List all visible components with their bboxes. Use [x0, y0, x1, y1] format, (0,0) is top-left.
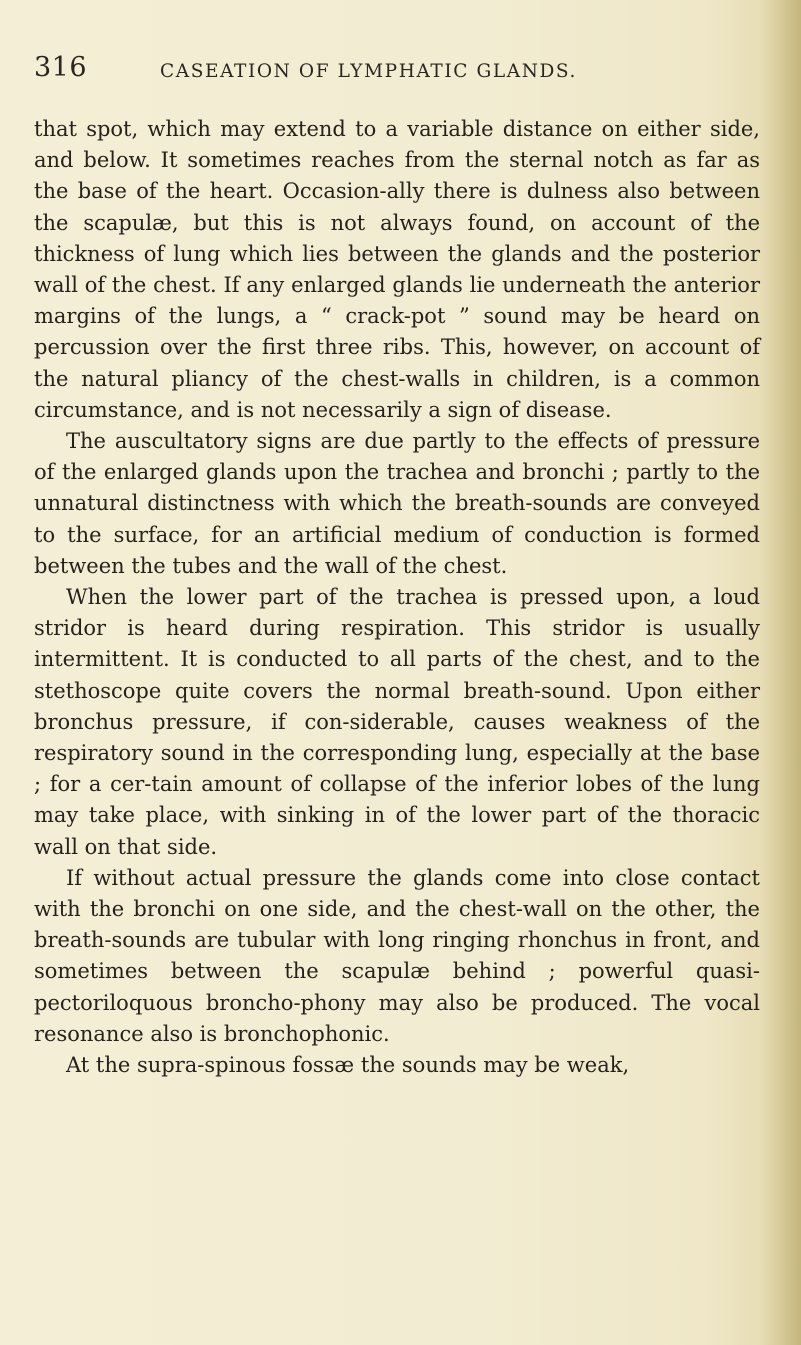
running-title: CASEATION OF LYMPHATIC GLANDS. [160, 61, 578, 82]
body-text [34, 114, 760, 1081]
running-head [0, 52, 801, 92]
page-edge-shadow [761, 0, 801, 1345]
paragraph: When the lower part of the trachea is pressed upon, a loud stridor is heard during respiration. This stridor is usually intermittent. It is conducted to all parts of the chest, and to the stethoscope quite covers the normal breath-sound. Upon either bronchus pressure, if con-siderable, causes weakness of the respiratory sound in the corresponding lung, especially at the base ; for a cer-tain amount of collapse of the inferior lobes of the lung may take place, with sinking in of the lower part of the thoracic wall on that side. [34, 585, 760, 859]
paragraph: that spot, which may extend to a variable distance on either side, and below. It sometimes reaches from the sternal notch as far as the base of the heart. Occasion-ally there is dulness also between the scapulæ, but this is not always found, on account of the thickness of lung which lies between the glands and the posterior wall of the chest. If any enlarged glands lie underneath the anterior margins of the lungs, a “ crack-pot ” sound may be heard on percussion over the first three ribs. This, however, on account of the natural pliancy of the chest-walls in children, is a common circumstance, and is not necessarily a sign of disease. [34, 117, 760, 422]
page-number: 316 [34, 52, 88, 83]
paragraph: At the supra-spinous fossæ the sounds may be weak, [66, 1053, 630, 1078]
paragraph: The auscultatory signs are due partly to the effects of pressure of the enlarged glands upon the trachea and bronchi ; partly to the unnatural distinctness with which the breath-sounds are conveyed to the surface, for an artificial medium of conduction is formed between the tubes and the wall of the chest. [34, 429, 760, 578]
paragraph: If without actual pressure the glands come into close contact with the bronchi on one side, and the chest-wall on the other, the breath-sounds are tubular with long ringing rhonchus in front, and sometimes between the scapulæ behind ; powerful quasi-pectoriloquous broncho-phony may also be produced. The vocal resonance also is bronchophonic. [34, 865, 760, 1046]
